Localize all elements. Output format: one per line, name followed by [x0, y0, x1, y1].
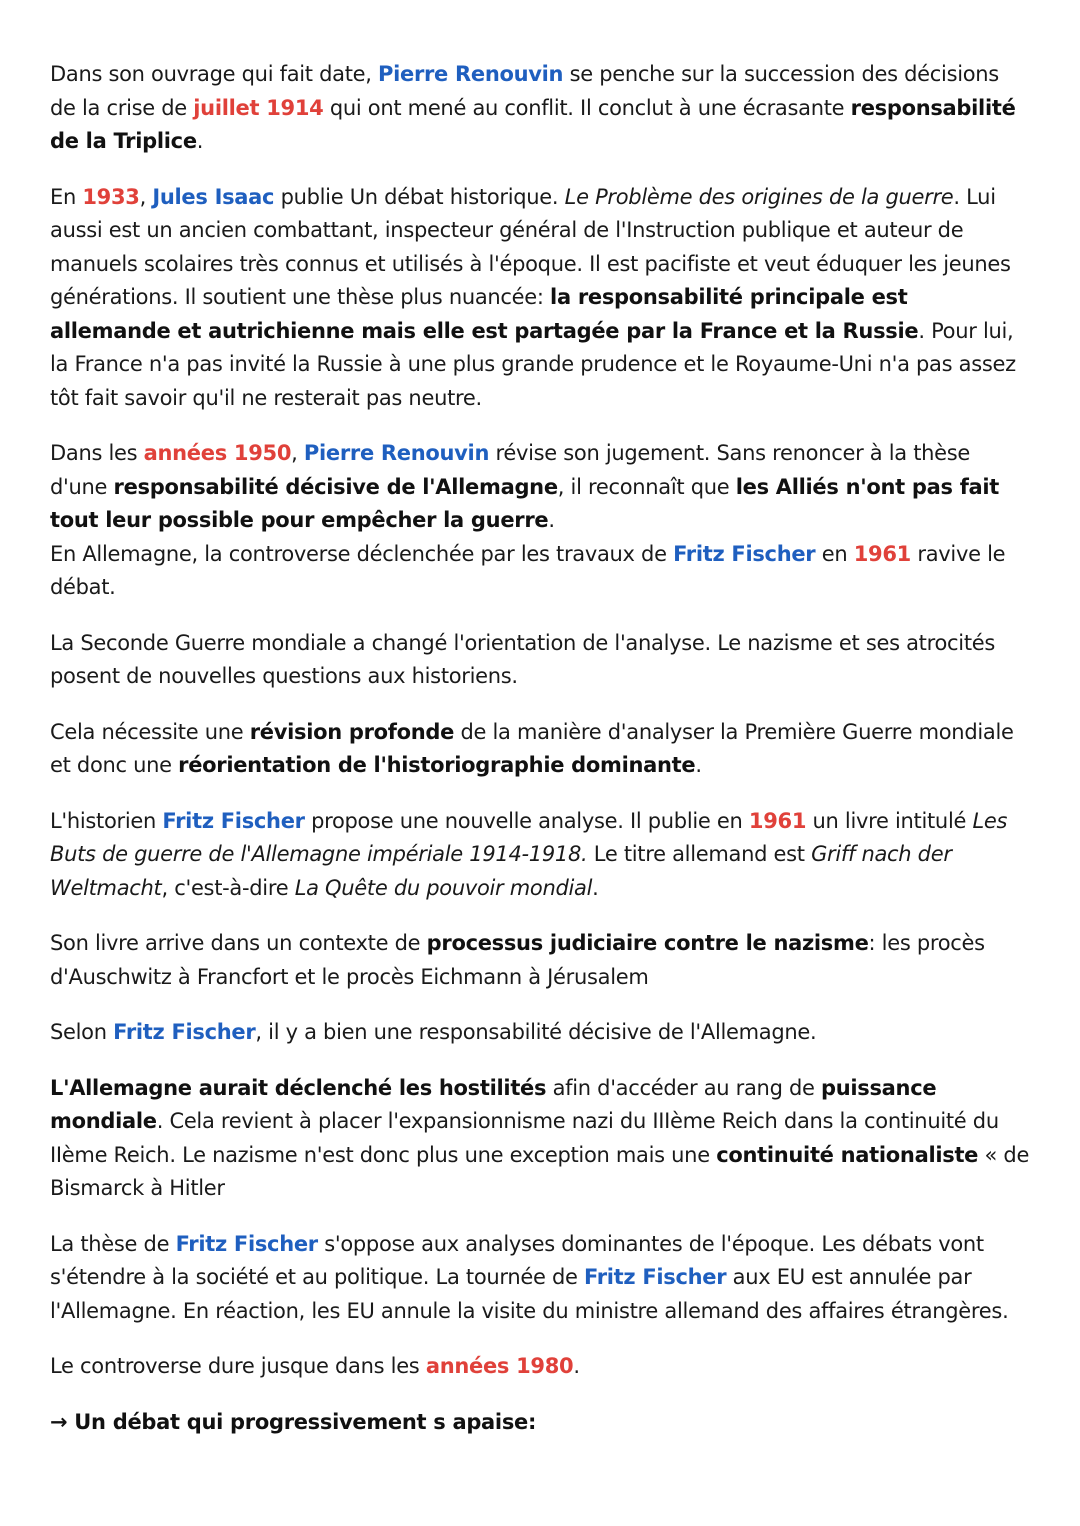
text: En Allemagne, la controverse déclenchée par les travaux de	[50, 541, 674, 566]
historian-name: Fritz Fischer	[584, 1265, 727, 1289]
text: Le titre allemand est	[587, 842, 812, 866]
book-title: Le Problème des origines de la guerre	[564, 184, 954, 209]
bold-text: responsabilité de la Triplice	[50, 95, 1016, 153]
text: afin d'accéder au rang de	[546, 1075, 821, 1100]
date-highlight: juillet 1914	[193, 95, 324, 120]
historian-name: Pierre Renouvin	[378, 62, 564, 86]
paragraph-1980s	[50, 1350, 1030, 1384]
paragraph-controversy-germany	[50, 538, 1030, 605]
text: .	[573, 1354, 580, 1378]
text: publie Un débat historique.	[274, 184, 565, 209]
book-title: Griff nach der Weltmacht	[50, 842, 952, 900]
book-title: Les Buts de guerre de l'Allemagne impériale 1914-1918.	[50, 808, 1008, 866]
text: « de Bismarck à Hitler	[50, 1142, 1030, 1200]
text: Cela nécessite une	[50, 719, 250, 744]
bold-text: processus judiciaire contre le nazisme	[426, 931, 869, 955]
text: .	[548, 508, 555, 532]
date-highlight: 1933	[82, 184, 140, 209]
bold-text: réorientation de l'historiographie dominante	[178, 753, 696, 777]
text: propose une nouvelle analyse. Il publie en	[304, 808, 749, 833]
bold-text: puissance mondiale	[50, 1075, 937, 1133]
text: Dans les	[50, 441, 144, 465]
paragraph-renouvin-1914	[50, 58, 1030, 159]
text: La thèse de	[50, 1231, 176, 1256]
paragraph-second-world-war	[50, 627, 1030, 694]
text: .	[695, 753, 702, 777]
historian-name: Jules Isaac	[152, 184, 275, 209]
text: de la manière d'analyser la Première Guerre mondiale et donc une	[50, 719, 1014, 777]
text: , c'est-à-dire	[161, 875, 295, 900]
historian-name: Fritz Fischer	[673, 541, 816, 566]
historian-name: Fritz Fischer	[162, 808, 305, 833]
bold-text: L'Allemagne aurait déclenché les hostilités	[50, 1075, 547, 1100]
book-title: La Quête du pouvoir mondial	[294, 875, 593, 900]
historian-name: Pierre Renouvin	[303, 441, 490, 465]
text: Son livre arrive dans un contexte de	[50, 931, 427, 955]
paragraph-renouvin-1950	[50, 437, 1030, 538]
paragraph-fischer-opposition	[50, 1228, 1030, 1329]
text: Selon	[50, 1020, 114, 1044]
text: révise son jugement. Sans renoncer à la thèse d'une	[50, 441, 971, 499]
text: . Lui aussi est un ancien combattant, inspecteur général de l'Instruction publique et auteur de manuels scolaires très connus et utilisés à l'époque. Il est pacifiste et veut éduquer les jeunes générations. Il soutient une thèse plus nuancée:	[50, 184, 1011, 309]
section-heading-debate	[50, 1406, 1030, 1440]
historian-name: Fritz Fischer	[113, 1020, 256, 1044]
paragraph-fischer-thesis	[50, 1016, 1030, 1050]
text: .	[196, 129, 204, 153]
text: se penche sur la succession des décisions de la crise de	[50, 62, 999, 120]
text: Dans son ouvrage qui fait date,	[50, 62, 379, 86]
text: L'historien	[50, 808, 163, 833]
text: s'oppose aux analyses dominantes de l'époque. Les débats vont s'étendre à la société et au politique. La tournée de	[50, 1231, 984, 1289]
text: , il reconnaît que	[557, 474, 736, 499]
date-highlight: 1961	[853, 541, 911, 566]
text: . Pour lui, la France n'a pas invité la Russie à une plus grande prudence et le Royaume-Uni n'a pas assez tôt fait savoir qu'il ne resterait pas neutre.	[50, 318, 1016, 410]
text: . Cela revient à placer l'expansionnisme nazi du IIIème Reich dans la continuité du IIème Reich. Le nazisme n'est donc plus une exception mais une	[50, 1109, 999, 1167]
bold-text: révision profonde	[249, 719, 455, 744]
text: ravive le débat.	[50, 541, 1006, 599]
text: un livre intitulé	[806, 808, 973, 833]
text: Le controverse dure jusque dans les	[50, 1354, 426, 1378]
text: aux EU est annulée par l'Allemagne. En réaction, les EU annule la visite du ministre allemand des affaires étrangères.	[50, 1265, 1009, 1323]
text: qui ont mené au conflit. Il conclut à une écrasante	[323, 95, 851, 120]
text: ,	[139, 184, 153, 209]
text: La Seconde Guerre mondiale a changé l'orientation de l'analyse. Le nazisme et ses atrocités posent de nouvelles questions aux historiens.	[50, 630, 996, 688]
text: en	[815, 541, 854, 566]
paragraph-world-power	[50, 1072, 1030, 1206]
paragraph-isaac-1933	[50, 181, 1030, 416]
text: : les procès d'Auschwitz à Francfort et le procès Eichmann à Jérusalem	[50, 931, 985, 989]
date-highlight: années 1980	[425, 1354, 574, 1378]
text: .	[592, 875, 599, 900]
date-highlight: 1961	[748, 808, 807, 833]
text: En	[50, 184, 83, 209]
bold-text: la responsabilité principale est allemande et autrichienne mais elle est partagée par la France et la Russie	[50, 285, 919, 343]
bold-text: → Un débat qui progressivement s apaise:	[50, 1409, 537, 1434]
date-highlight: années 1950	[143, 441, 292, 465]
paragraph-revision	[50, 716, 1030, 783]
historian-name: Fritz Fischer	[175, 1231, 318, 1256]
bold-text: continuité nationaliste	[716, 1142, 979, 1167]
paragraph-fischer-book	[50, 805, 1030, 906]
text: , il y a bien une responsabilité décisive de l'Allemagne.	[255, 1020, 817, 1044]
bold-text: les Alliés n'ont pas fait tout leur possible pour empêcher la guerre	[50, 474, 1000, 532]
bold-text: responsabilité décisive de l'Allemagne	[113, 474, 558, 499]
paragraph-judicial-context	[50, 927, 1030, 994]
text: ,	[291, 441, 304, 465]
